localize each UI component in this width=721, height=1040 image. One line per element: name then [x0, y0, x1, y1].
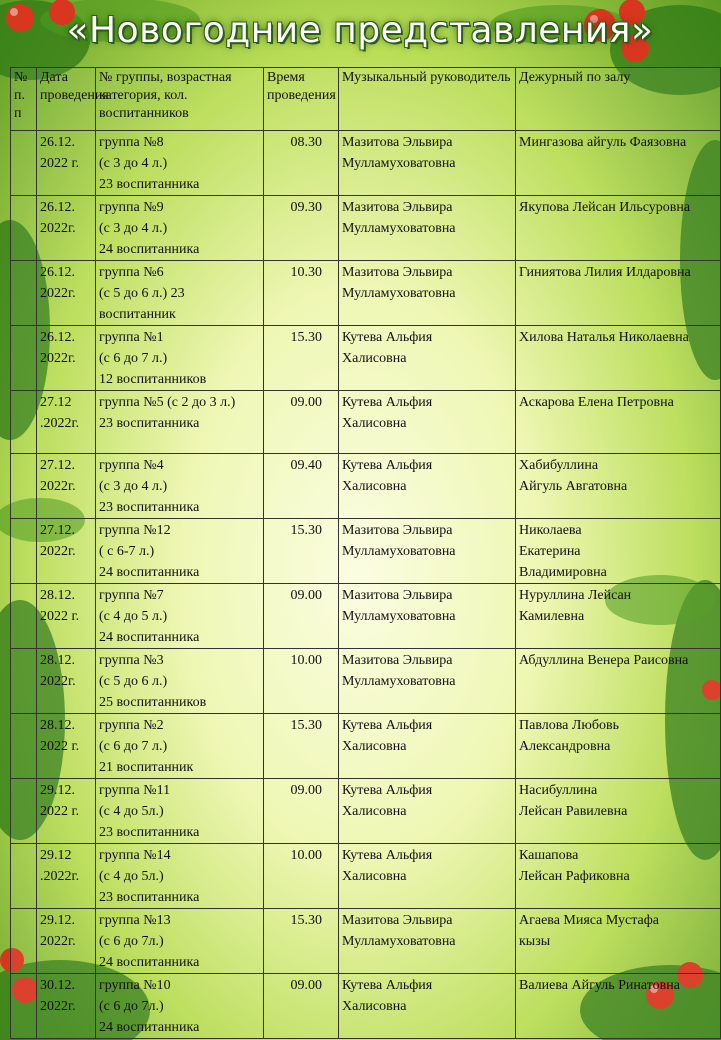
header-date: Дата проведения — [37, 68, 96, 131]
cell-music-director: Мазитова Эльвира Мулламуховатовна — [339, 131, 516, 196]
cell-date: 27.12 .2022г. — [37, 391, 96, 454]
cell-group: группа №2 (с 6 до 7 л.) 21 воспитанник — [96, 714, 264, 779]
schedule-table — [10, 67, 721, 1039]
cell-number — [11, 454, 37, 519]
cell-number — [11, 844, 37, 909]
table-row — [11, 196, 721, 261]
cell-hall-attendant: Якупова Лейсан Ильсуровна — [516, 196, 721, 261]
cell-group: группа №8 (с 3 до 4 л.) 23 воспитанника — [96, 131, 264, 196]
cell-number — [11, 649, 37, 714]
table-row — [11, 131, 721, 196]
cell-group: группа №14 (с 4 до 5л.) 23 воспитанника — [96, 844, 264, 909]
cell-music-director: Кутева Альфия Халисовна — [339, 714, 516, 779]
table-row — [11, 649, 721, 714]
cell-time: 10.00 — [264, 844, 339, 909]
cell-music-director: Мазитова Эльвира Мулламуховатовна — [339, 584, 516, 649]
header-number: № п. п — [11, 68, 37, 131]
cell-time: 09.30 — [264, 196, 339, 261]
cell-date: 28.12. 2022 г. — [37, 714, 96, 779]
cell-hall-attendant: Валиева Айгуль Ринатовна — [516, 974, 721, 1039]
cell-group: группа №9 (с 3 до 4 л.) 24 воспитанника — [96, 196, 264, 261]
header-group: № группы, возрастная категория, кол. воспитанников — [96, 68, 264, 131]
table-row — [11, 909, 721, 974]
table-row — [11, 454, 721, 519]
cell-number — [11, 519, 37, 584]
cell-date: 26.12. 2022 г. — [37, 131, 96, 196]
table-row — [11, 714, 721, 779]
cell-music-director: Мазитова Эльвира Мулламуховатовна — [339, 261, 516, 326]
cell-hall-attendant: Абдуллина Венера Раисовна — [516, 649, 721, 714]
cell-time: 15.30 — [264, 909, 339, 974]
cell-time: 09.00 — [264, 974, 339, 1039]
cell-date: 30.12. 2022г. — [37, 974, 96, 1039]
cell-music-director: Мазитова Эльвира Мулламуховатовна — [339, 196, 516, 261]
cell-time: 10.00 — [264, 649, 339, 714]
cell-group: группа №13 (с 6 до 7л.) 24 воспитанника — [96, 909, 264, 974]
cell-group: группа №7 (с 4 до 5 л.) 24 воспитанника — [96, 584, 264, 649]
cell-group: группа №5 (с 2 до 3 л.) 23 воспитанника — [96, 391, 264, 454]
cell-music-director: Кутева Альфия Халисовна — [339, 844, 516, 909]
cell-time: 10.30 — [264, 261, 339, 326]
cell-music-director: Кутева Альфия Халисовна — [339, 391, 516, 454]
cell-date: 26.12. 2022г. — [37, 326, 96, 391]
cell-hall-attendant: Агаева Мияса Мустафа кызы — [516, 909, 721, 974]
cell-hall-attendant: Аскарова Елена Петровна — [516, 391, 721, 454]
page-title: «Новогодние представления» — [66, 10, 654, 51]
cell-number — [11, 196, 37, 261]
cell-group: группа №6 (с 5 до 6 л.) 23 воспитанник — [96, 261, 264, 326]
cell-date: 29.12. 2022г. — [37, 909, 96, 974]
cell-date: 26.12. 2022г. — [37, 261, 96, 326]
table-row — [11, 519, 721, 584]
cell-hall-attendant: Хабибуллина Айгуль Авгатовна — [516, 454, 721, 519]
table-row — [11, 779, 721, 844]
table-row — [11, 974, 721, 1039]
cell-number — [11, 909, 37, 974]
cell-hall-attendant: Кашапова Лейсан Рафиковна — [516, 844, 721, 909]
cell-date: 28.12. 2022 г. — [37, 584, 96, 649]
cell-music-director: Мазитова Эльвира Мулламуховатовна — [339, 909, 516, 974]
cell-date: 27.12. 2022г. — [37, 519, 96, 584]
cell-date: 26.12. 2022г. — [37, 196, 96, 261]
cell-time: 15.30 — [264, 519, 339, 584]
cell-date: 29.12 .2022г. — [37, 844, 96, 909]
cell-time: 15.30 — [264, 714, 339, 779]
cell-time: 09.00 — [264, 779, 339, 844]
cell-number — [11, 261, 37, 326]
cell-date: 29.12. 2022 г. — [37, 779, 96, 844]
cell-number — [11, 974, 37, 1039]
header-hall-attendant: Дежурный по залу — [516, 68, 721, 131]
cell-time: 09.00 — [264, 391, 339, 454]
cell-number — [11, 779, 37, 844]
cell-music-director: Мазитова Эльвира Мулламуховатовна — [339, 519, 516, 584]
cell-number — [11, 391, 37, 454]
table-row — [11, 844, 721, 909]
cell-music-director: Кутева Альфия Халисовна — [339, 454, 516, 519]
cell-date: 28.12. 2022г. — [37, 649, 96, 714]
table-row — [11, 584, 721, 649]
cell-time: 09.00 — [264, 584, 339, 649]
table-row — [11, 326, 721, 391]
cell-number — [11, 326, 37, 391]
cell-hall-attendant: Насибуллина Лейсан Равилевна — [516, 779, 721, 844]
cell-hall-attendant: Хилова Наталья Николаевна — [516, 326, 721, 391]
table-row — [11, 391, 721, 454]
cell-time: 08.30 — [264, 131, 339, 196]
cell-music-director: Кутева Альфия Халисовна — [339, 974, 516, 1039]
cell-music-director: Мазитова Эльвира Мулламуховатовна — [339, 649, 516, 714]
cell-hall-attendant: Нуруллина Лейсан Камилевна — [516, 584, 721, 649]
cell-number — [11, 714, 37, 779]
cell-group: группа №1 (с 6 до 7 л.) 12 воспитанников — [96, 326, 264, 391]
cell-number — [11, 584, 37, 649]
cell-group: группа №11 (с 4 до 5л.) 23 воспитанника — [96, 779, 264, 844]
cell-time: 09.40 — [264, 454, 339, 519]
header-time: Время проведения — [264, 68, 339, 131]
cell-date: 27.12. 2022г. — [37, 454, 96, 519]
cell-time: 15.30 — [264, 326, 339, 391]
cell-hall-attendant: Павлова Любовь Александровна — [516, 714, 721, 779]
header-music-director: Музыкальный руководитель — [339, 68, 516, 131]
cell-number — [11, 131, 37, 196]
cell-hall-attendant: Николаева Екатерина Владимировна — [516, 519, 721, 584]
cell-group: группа №3 (с 5 до 6 л.) 25 воспитанников — [96, 649, 264, 714]
cell-group: группа №10 (с 6 до 7л.) 24 воспитанника — [96, 974, 264, 1039]
cell-group: группа №4 (с 3 до 4 л.) 23 воспитанника — [96, 454, 264, 519]
cell-group: группа №12 ( с 6-7 л.) 24 воспитанника — [96, 519, 264, 584]
cell-hall-attendant: Гиниятова Лилия Илдаровна — [516, 261, 721, 326]
cell-music-director: Кутева Альфия Халисовна — [339, 779, 516, 844]
table-header-row — [11, 68, 721, 131]
cell-hall-attendant: Мингазова айгуль Фаязовна — [516, 131, 721, 196]
table-row — [11, 261, 721, 326]
cell-music-director: Кутева Альфия Халисовна — [339, 326, 516, 391]
